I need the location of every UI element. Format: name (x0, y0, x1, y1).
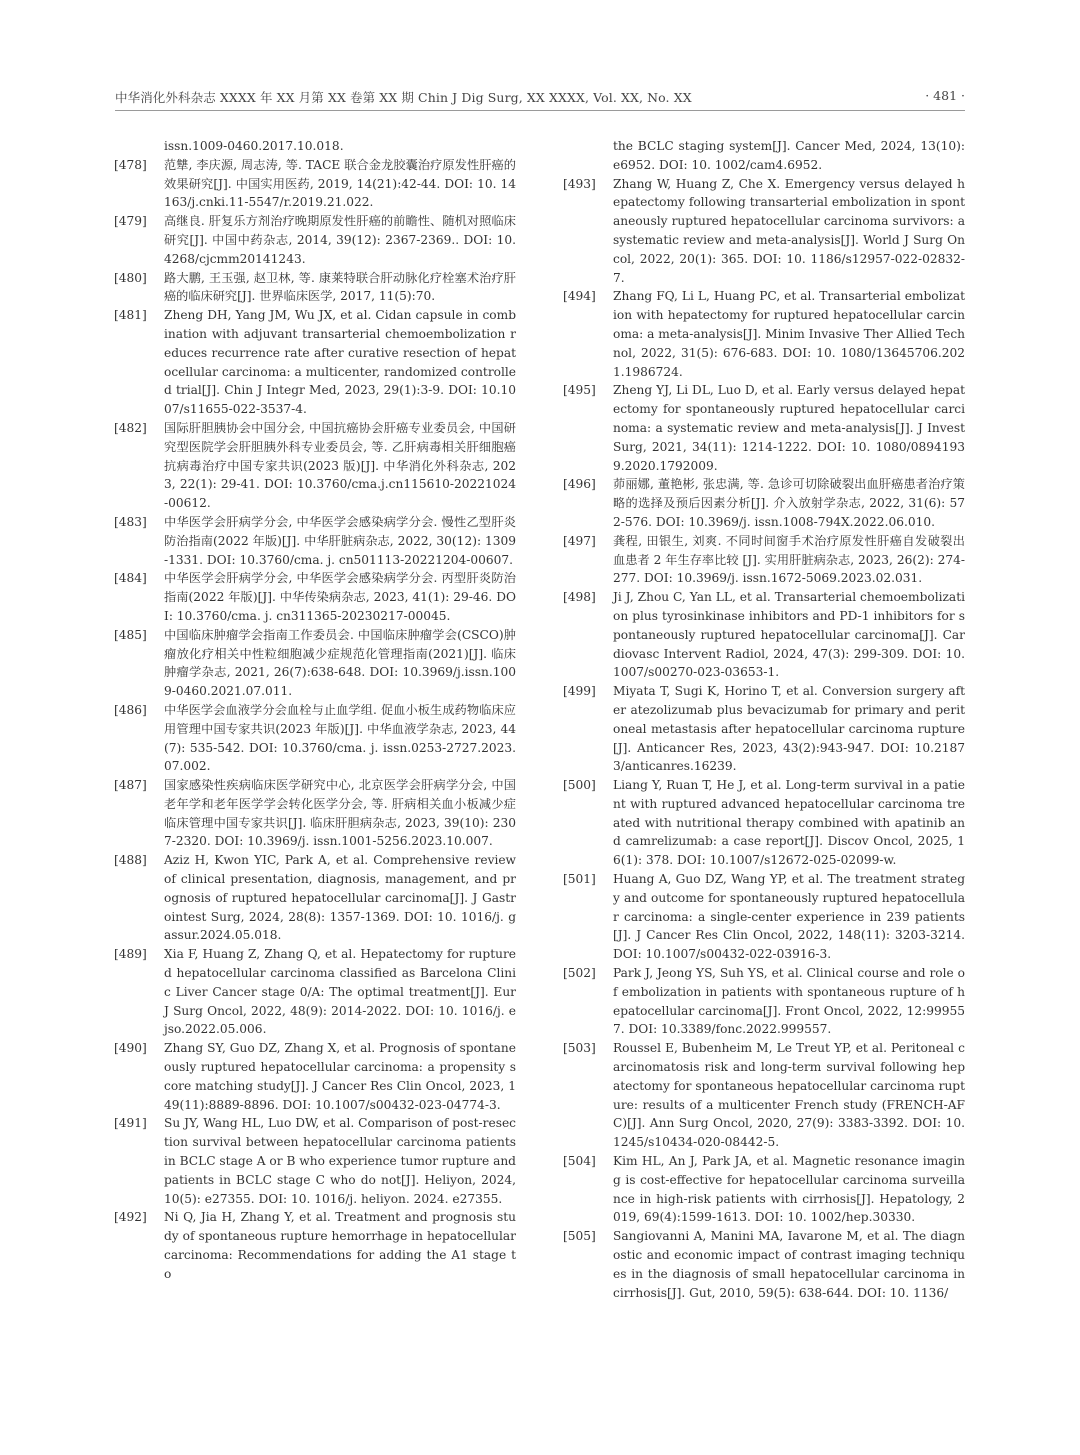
reference-text: Miyata T, Sugi K, Horino T, et al. Conversion surgery after atezolizumab plus bevacizumab for primary and peritoneal metastasis after hepatocellular carcinoma rupture[J]. Anticancer Res, 2023, 43(2):943-947. DOI: 10.21873/anticanres.16239. (613, 684, 965, 774)
reference-number: [479] (114, 214, 147, 229)
reference-number: [494] (563, 289, 596, 304)
reference-text: 范犨, 李庆源, 周志涛, 等. TACE 联合金龙胶囊治疗原发性肝癌的效果研究[J]. 中国实用医药, 2019, 14(21):42-44. DOI: 10. 14163/j.cnki.11-5547/r.2019.21.022. (164, 157, 516, 210)
reference-text: Liang Y, Ruan T, He J, et al. Long-term survival in a patient with ruptured advanced hepatocellular carcinoma treated with nutritional therapy combined with apatinib and camrelizumab: a case report[J]. Discov Oncol, 2025, 16(1): 378. DOI: 10.1007/s12672-025-02099-w. (613, 778, 965, 868)
reference-number: [482] (114, 420, 147, 435)
reference-text: 龚程, 田银生, 刘爽. 不同时间窗手术治疗原发性肝癌自发破裂出血患者 2 年生存率比较 [J]. 实用肝脏病杂志, 2023, 26(2): 274-277. DOI: 10.3969/j. issn.1672-5069.2023.02.031. (613, 533, 965, 586)
reference-entry (563, 475, 965, 531)
reference-entry (563, 964, 965, 1039)
reference-number: [493] (563, 176, 596, 191)
reference-text: Su JY, Wang HL, Luo DW, et al. Comparison of post-resection survival between hepatocellular carcinoma patients in BCLC stage A or B who experience tumor rupture and patients in BCLC stage C who do not[J]. Heliyon, 2024, 10(5): e27355. DOI: 10. 1016/j. heliyon. 2024. e27355. (164, 1116, 516, 1206)
reference-text: Sangiovanni A, Manini MA, Iavarone M, et al. The diagnostic and economic impact of contrast imaging techniques in the diagnosis of small hepatocellular carcinoma in cirrhosis[J]. Gut, 2010, 59(5): 638-644. DOI: 10. 1136/ (613, 1229, 965, 1300)
reference-entry (114, 851, 516, 945)
reference-entry (563, 381, 965, 475)
reference-number: [498] (563, 590, 596, 605)
reference-entry (563, 682, 965, 776)
reference-number: [483] (114, 514, 147, 529)
reference-number: [495] (563, 383, 596, 398)
reference-text: Ji J, Zhou C, Yan LL, et al. Transarterial chemoembolization plus tyrosinkinase inhibitors and PD-1 inhibitors for spontaneously ruptured hepatocellular carcinoma[J]. Cardiovasc Intervent Radiol, 2024, 47(3): 299-309. DOI: 10.1007/s00270-023-03653-1. (613, 590, 965, 680)
reference-number: [481] (114, 308, 147, 323)
reference-number: [503] (563, 1041, 596, 1056)
reference-number: [502] (563, 966, 596, 981)
reference-number: [488] (114, 853, 147, 868)
reference-text: Zhang FQ, Li L, Huang PC, et al. Transarterial embolization with hepatectomy for ruptured hepatocellular carcinoma: a meta-analysis[J]. Minim Invasive Ther Allied Technol, 2022, 31(5): 676-683. DOI: 10. 1080/13645706.2021.1986724. (613, 289, 965, 379)
reference-text: Zheng YJ, Li DL, Luo D, et al. Early versus delayed hepatectomy for spontaneously ruptured hepatocellular carcinoma: a systematic review and meta-analysis[J]. J Invest Surg, 2021, 34(11): 1214-1222. DOI: 10. 1080/08941939.2020.1792009. (613, 383, 965, 473)
reference-entry (563, 870, 965, 964)
reference-entry (563, 137, 965, 175)
reference-text: Kim HL, An J, Park JA, et al. Magnetic resonance imaging is cost-effective for hepatocellular carcinoma surveillance in high-risk patients with cirrhosis[J]. Hepatology, 2019, 69(4):1599-1613. DOI: 10. 1002/hep.30330. (613, 1154, 965, 1225)
reference-text: Huang A, Guo DZ, Wang YP, et al. The treatment strategy and outcome for spontaneously ruptured hepatocellular carcinoma: a single-center experience in 239 patients[J]. J Cancer Res Clin Oncol, 2022, 148(11): 3203-3214. DOI: 10.1007/s00432-022-03916-3. (613, 872, 965, 962)
reference-text: Ni Q, Jia H, Zhang Y, et al. Treatment and prognosis study of spontaneous rupture hemorrhage in hepatocellular carcinoma: Recommendations for adding the A1 stage to (164, 1210, 516, 1281)
reference-text: Roussel E, Bubenheim M, Le Treut YP, et al. Peritoneal carcinomatosis risk and long-term survival following hepatectomy for spontaneous hepatocellular carcinoma rupture: results of a multicenter French study (FRENCH-AFC)[J]. Ann Surg Oncol, 2020, 27(9): 3383-3392. DOI: 10.1245/s10434-020-08442-5. (613, 1041, 965, 1150)
reference-entry (563, 287, 965, 381)
reference-entry (114, 1039, 516, 1114)
reference-entry (114, 1208, 516, 1283)
reference-text: 中国临床肿瘤学会指南工作委员会. 中国临床肿瘤学会(CSCO)肿瘤放化疗相关中性粒细胞减少症规范化管理指南(2021)[J]. 临床肿瘤学杂志, 2021, 26(7):638-648. DOI: 10.3969/j.issn.1009-0460.2021.07.011. (164, 627, 516, 699)
reference-entry (114, 137, 516, 156)
reference-number: [490] (114, 1041, 147, 1056)
reference-number: [500] (563, 778, 596, 793)
reference-number: [497] (563, 533, 596, 548)
reference-text: issn.1009-0460.2017.10.018. (164, 139, 344, 153)
reference-text: 高继良. 肝复乐方剂治疗晚期原发性肝癌的前瞻性、随机对照临床研究[J]. 中国中药杂志, 2014, 39(12): 2367-2369.. DOI: 10.4268/cjcmm20141243. (164, 214, 516, 266)
reference-entry (114, 626, 516, 701)
reference-entry (114, 701, 516, 776)
reference-entry (114, 513, 516, 569)
reference-text: 中华医学会血液学分会血栓与止血学组. 促血小板生成药物临床应用管理中国专家共识(2023 年版)[J]. 中华血液学杂志, 2023, 44(7): 535-542. DOI: 10.3760/cma. j. issn.0253-2727.2023.07.002. (164, 702, 516, 774)
reference-column-left (114, 137, 516, 1284)
reference-text: 国家感染性疾病临床医学研究中心, 北京医学会肝病学分会, 中国老年学和老年医学学会转化医学分会, 等. 肝病相关血小板减少症临床管理中国专家共识[J]. 临床肝胆病杂志, 2023, 39(10): 2307-2320. DOI: 10.3969/j. issn.1001-5256.2023.10.007. (164, 778, 516, 849)
reference-entry (114, 1114, 516, 1208)
reference-text: 中华医学会肝病学分会, 中华医学会感染病学分会. 丙型肝炎防治指南(2022 年版)[J]. 中华传染病杂志, 2023, 41(1): 29-46. DOI: 10.3760/cma. j. cn311365-20230217-00045. (164, 571, 516, 623)
running-header (115, 86, 965, 112)
reference-number: [491] (114, 1116, 147, 1131)
reference-text: Zhang SY, Guo DZ, Zhang X, et al. Prognosis of spontaneously ruptured hepatocellular carcinoma: a propensity score matching study[J]. J Cancer Res Clin Oncol, 2023, 149(11):8889-8896. DOI: 10.1007/s00432-023-04774-3. (164, 1041, 516, 1112)
reference-entry (563, 776, 965, 870)
reference-number: [486] (114, 702, 147, 717)
reference-text: the BCLC staging system[J]. Cancer Med, 2024, 13(10): e6952. DOI: 10. 1002/cam4.6952. (613, 139, 965, 172)
reference-entry (114, 569, 516, 625)
reference-entry (563, 175, 965, 288)
reference-text: Zhang W, Huang Z, Che X. Emergency versus delayed hepatectomy following transarterial embolization in spontaneously ruptured hepatocellular carcinoma survivors: a systematic review and meta-analysis[J]. World J Surg Oncol, 2022, 20(1): 365. DOI: 10. 1186/s12957-022-02832-7. (613, 176, 965, 285)
reference-entry (563, 588, 965, 682)
header-rule (115, 110, 965, 111)
reference-text: Xia F, Huang Z, Zhang Q, et al. Hepatectomy for ruptured hepatocellular carcinoma classified as Barcelona Clinic Liver Cancer stage 0/A: The optimal treatment[J]. Eur J Surg Oncol, 2022, 48(9): 2014-2022. DOI: 10. 1016/j. ejso.2022.05.006. (164, 947, 516, 1037)
reference-text: 路大鹏, 王玉强, 赵卫林, 等. 康莱特联合肝动脉化疗栓塞术治疗肝癌的临床研究[J]. 世界临床医学, 2017, 11(5):70. (164, 270, 516, 304)
journal-citation-line: 中华消化外科杂志 XXXX 年 XX 月第 XX 卷第 XX 期 Chin J Dig Surg, XX XXXX, Vol. XX, No. XX (115, 90, 692, 105)
reference-number: [485] (114, 627, 147, 642)
reference-text: Zheng DH, Yang JM, Wu JX, et al. Cidan capsule in combination with adjuvant transarterial chemoembolization reduces recurrence rate after curative resection of hepatocellular carcinoma: a multicenter, randomized controlled trial[J]. Chin J Integr Med, 2023, 29(1):3-9. DOI: 10.1007/s11655-022-3537-4. (164, 308, 516, 417)
reference-number: [484] (114, 571, 147, 586)
reference-number: [505] (563, 1229, 596, 1244)
reference-entry (114, 306, 516, 419)
reference-entry (114, 776, 516, 851)
reference-text: 中华医学会肝病学分会, 中华医学会感染病学分会. 慢性乙型肝炎防治指南(2022 年版)[J]. 中华肝脏病杂志, 2022, 30(12): 1309-1331. DOI: 10.3760/cma. j. cn501113-20221204-00607. (164, 514, 516, 567)
reference-entry (563, 1039, 965, 1152)
reference-entry (114, 419, 516, 513)
reference-column-right (563, 137, 965, 1302)
reference-text: Park J, Jeong YS, Suh YS, et al. Clinical course and role of embolization in patients with spontaneous rupture of hepatocellular carcinoma[J]. Front Oncol, 2022, 12:999557. DOI: 10.3389/fonc.2022.999557. (613, 966, 965, 1037)
reference-text: Aziz H, Kwon YIC, Park A, et al. Comprehensive review of clinical presentation, diagnosis, management, and prognosis of ruptured hepatocellular carcinoma[J]. J Gastrointest Surg, 2024, 28(8): 1357-1369. DOI: 10. 1016/j. gassur.2024.05.018. (164, 853, 516, 943)
reference-number: [480] (114, 270, 147, 285)
reference-number: [492] (114, 1210, 147, 1225)
reference-number: [496] (563, 477, 596, 492)
reference-entry (563, 1227, 965, 1302)
reference-entry (563, 532, 965, 588)
reference-entry (114, 156, 516, 212)
reference-entry (114, 945, 516, 1039)
reference-entry (114, 212, 516, 268)
page-number: · 481 · (925, 88, 965, 103)
reference-text: 国际肝胆胰协会中国分会, 中国抗癌协会肝癌专业委员会, 中国研究型医院学会肝胆胰外科专业委员会, 等. 乙肝病毒相关肝细胞癌抗病毒治疗中国专家共识(2023 版)[J]. 中华消化外科杂志, 2023, 22(1): 29-41. DOI: 10.3760/cma.j.cn115610-20221024-00612. (164, 420, 516, 511)
reference-number: [499] (563, 684, 596, 699)
reference-number: [478] (114, 157, 147, 172)
reference-entry (563, 1152, 965, 1227)
reference-number: [501] (563, 872, 596, 887)
reference-entry (114, 269, 516, 307)
reference-number: [487] (114, 778, 147, 793)
reference-text: 茆丽娜, 董艳彬, 张忠满, 等. 急诊可切除破裂出血肝癌患者治疗策略的选择及预后因素分析[J]. 介入放射学杂志, 2022, 31(6): 572-576. DOI: 10.3969/j. issn.1008-794X.2022.06.010. (613, 477, 965, 529)
reference-number: [489] (114, 947, 147, 962)
reference-number: [504] (563, 1154, 596, 1169)
